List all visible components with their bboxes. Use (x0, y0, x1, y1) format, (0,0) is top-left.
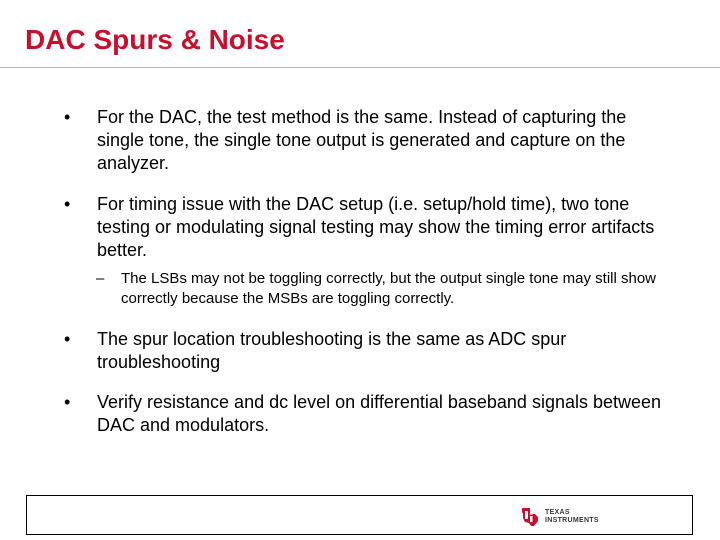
slide-title: DAC Spurs & Noise (25, 24, 285, 55)
bullet-marker-1: • (64, 107, 71, 127)
bullet-text-4: Verify resistance and dc level on differential baseband signals between DAC and modulators. (97, 392, 662, 435)
texas-instruments-logo-icon (519, 506, 541, 528)
bullet-text-3: The spur location troubleshooting is the same as ADC spur troubleshooting (97, 329, 567, 372)
bullet-marker-4: • (64, 392, 71, 412)
title-divider (0, 67, 720, 68)
sub-bullet-marker: – (96, 270, 105, 287)
logo-line-texas: TEXAS (545, 509, 570, 516)
bullet-text-1: For the DAC, the test method is the same. Instead of capturing the single tone, the single tone output is generated and capture on the analyzer. (97, 107, 627, 173)
texas-instruments-wordmark (545, 509, 599, 525)
logo-line-instruments: INSTRUMENTS (545, 517, 599, 524)
texas-instruments-logo (519, 506, 615, 528)
bullet-text-2: For timing issue with the DAC setup (i.e. setup/hold time), two tone testing or modulating signal testing may show the timing error artifacts better. (97, 194, 655, 260)
bullet-marker-3: • (64, 329, 71, 349)
sub-bullet-text: The LSBs may not be toggling correctly, but the output single tone may still show correctly because the MSBs are toggling correctly. (121, 270, 657, 307)
bullet-marker-2: • (64, 194, 71, 214)
